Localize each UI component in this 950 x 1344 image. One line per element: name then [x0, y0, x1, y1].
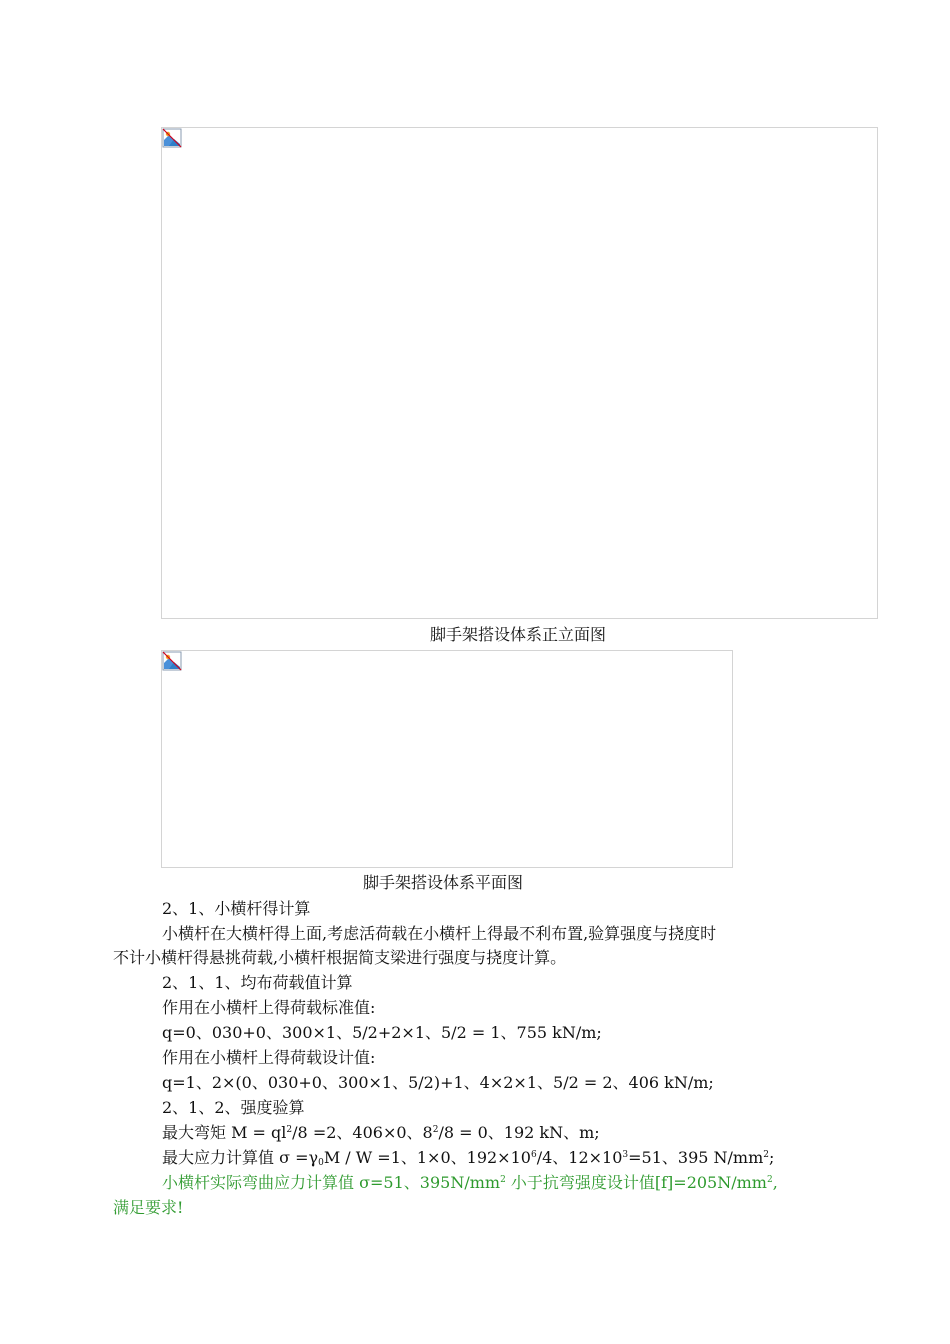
standard-load-label: 作用在小横杆上得荷载标准值: — [162, 998, 376, 1017]
plan-caption: 脚手架搭设体系平面图 — [363, 873, 524, 892]
section-title: 2、1、小横杆得计算 — [162, 899, 311, 918]
stress-conclusion-line-2: 满足要求! — [113, 1198, 184, 1217]
elevation-figure — [161, 127, 878, 619]
intro-line-1: 小横杆在大横杆得上面,考虑活荷载在小横杆上得最不利布置,验算强度与挠度时 — [162, 924, 717, 943]
max-moment-formula: 最大弯矩 $M = ql^2/8 =2$、406×0、$8^2/8 = 0$、192 kN、m; — [162, 1123, 600, 1142]
elevation-caption: 脚手架搭设体系正立面图 — [430, 625, 607, 644]
subsection-2-title: 2、1、2、强度验算 — [162, 1098, 305, 1117]
design-load-formula: q=1、2×(0、030+0、300×1、5/2)+1、4×2×1、5/2 = 2、406 kN/m; — [162, 1073, 714, 1092]
broken-image-icon — [162, 128, 182, 148]
broken-image-icon — [162, 651, 182, 671]
intro-line-2: 不计小横杆得悬挑荷载,小横杆根据简支梁进行强度与挠度计算。 — [113, 948, 567, 967]
stress-conclusion-line-1: 小横杆实际弯曲应力计算值 σ=51、$395N/mm^2$ 小于抗弯强度设计值$[f]=205N/mm^2$, — [162, 1173, 778, 1192]
plan-figure — [161, 650, 733, 868]
subsection-1-title: 2、1、1、均布荷载值计算 — [162, 973, 353, 992]
standard-load-formula: q=0、030+0、300×1、5/2+2×1、5/2 = 1、755 kN/m; — [162, 1023, 602, 1042]
design-load-label: 作用在小横杆上得荷载设计值: — [162, 1048, 376, 1067]
max-stress-formula: 最大应力计算值 $\sigma =\gamma_0M / W =1$、1×0、$192\times 10^6/4$、$12\times 10^3=51$、395 $N/mm^2$; — [162, 1148, 775, 1168]
